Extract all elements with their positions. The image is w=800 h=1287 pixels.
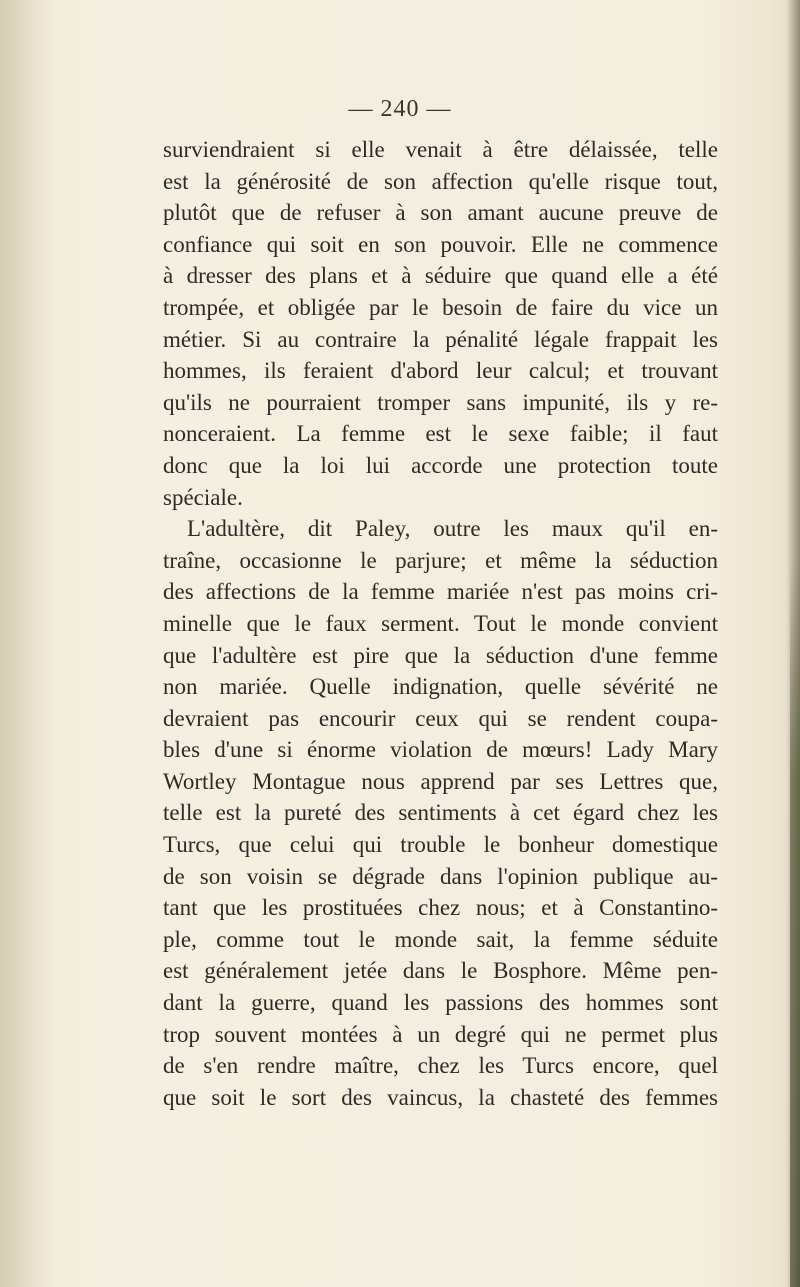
text-line: de son voisin se dégrade dans l'opinion publique au-: [163, 863, 718, 889]
text-line: nonceraient. La femme est le sexe faible; il faut: [163, 421, 718, 447]
text-line: est généralement jetée dans le Bosphore. Même pen-: [163, 958, 718, 984]
text-line: à dresser des plans et à séduire que quand elle a été: [163, 263, 718, 289]
page-edge-stain: [790, 560, 800, 1287]
text-line: confiance qui soit en son pouvoir. Elle ne commence: [163, 231, 718, 257]
text-line: que soit le sort des vaincus, la chasteté des femmes: [163, 1084, 718, 1110]
text-line: Wortley Montague nous apprend par ses Lettres que,: [163, 768, 718, 794]
text-line: est la générosité de son affection qu'elle risque tout,: [163, 168, 718, 194]
text-line: non mariée. Quelle indignation, quelle sévérité ne: [163, 674, 718, 700]
text-line: Turcs, que celui qui trouble le bonheur domestique: [163, 832, 718, 858]
text-line: ple, comme tout le monde sait, la femme séduite: [163, 926, 718, 952]
text-line: minelle que le faux serment. Tout le monde convient: [163, 610, 718, 636]
text-line: plutôt que de refuser à son amant aucune preuve de: [163, 200, 718, 226]
page-gutter-shadow: [0, 0, 55, 1287]
body-text: [163, 134, 718, 1113]
text-line: des affections de la femme mariée n'est pas moins cri-: [163, 579, 718, 605]
text-line: métier. Si au contraire la pénalité légale frappait les: [163, 326, 718, 352]
text-line: qu'ils ne pourraient tromper sans impunité, ils y re-: [163, 389, 718, 415]
text-line: de s'en rendre maître, chez les Turcs encore, quel: [163, 1053, 718, 1079]
text-line: surviendraient si elle venait à être délaissée, telle: [163, 137, 718, 162]
text-line: devraient pas encourir ceux qui se rendent coupa-: [163, 705, 718, 731]
text-line: que l'adultère est pire que la séduction d'une femme: [163, 642, 718, 668]
text-line: telle est la pureté des sentiments à cet égard chez les: [163, 800, 718, 826]
text-line: L'adultère, dit Paley, outre les maux qu'il en-: [187, 516, 718, 542]
text-line: bles d'une si énorme violation de mœurs! Lady Mary: [163, 737, 718, 763]
text-line: hommes, ils feraient d'abord leur calcul; et trouvant: [163, 358, 718, 384]
text-line: tant que les prostituées chez nous; et à Constantino-: [163, 895, 718, 921]
page-number: — 240 —: [348, 96, 452, 122]
text-line: trop souvent montées à un degré qui ne permet plus: [163, 1021, 718, 1047]
text-line: traîne, occasionne le parjure; et même la séduction: [163, 547, 718, 573]
text-line: dant la guerre, quand les passions des hommes sont: [163, 990, 718, 1016]
text-line: spéciale.: [163, 484, 243, 510]
text-line: donc que la loi lui accorde une protection toute: [163, 452, 718, 478]
text-line: trompée, et obligée par le besoin de faire du vice un: [163, 294, 718, 320]
